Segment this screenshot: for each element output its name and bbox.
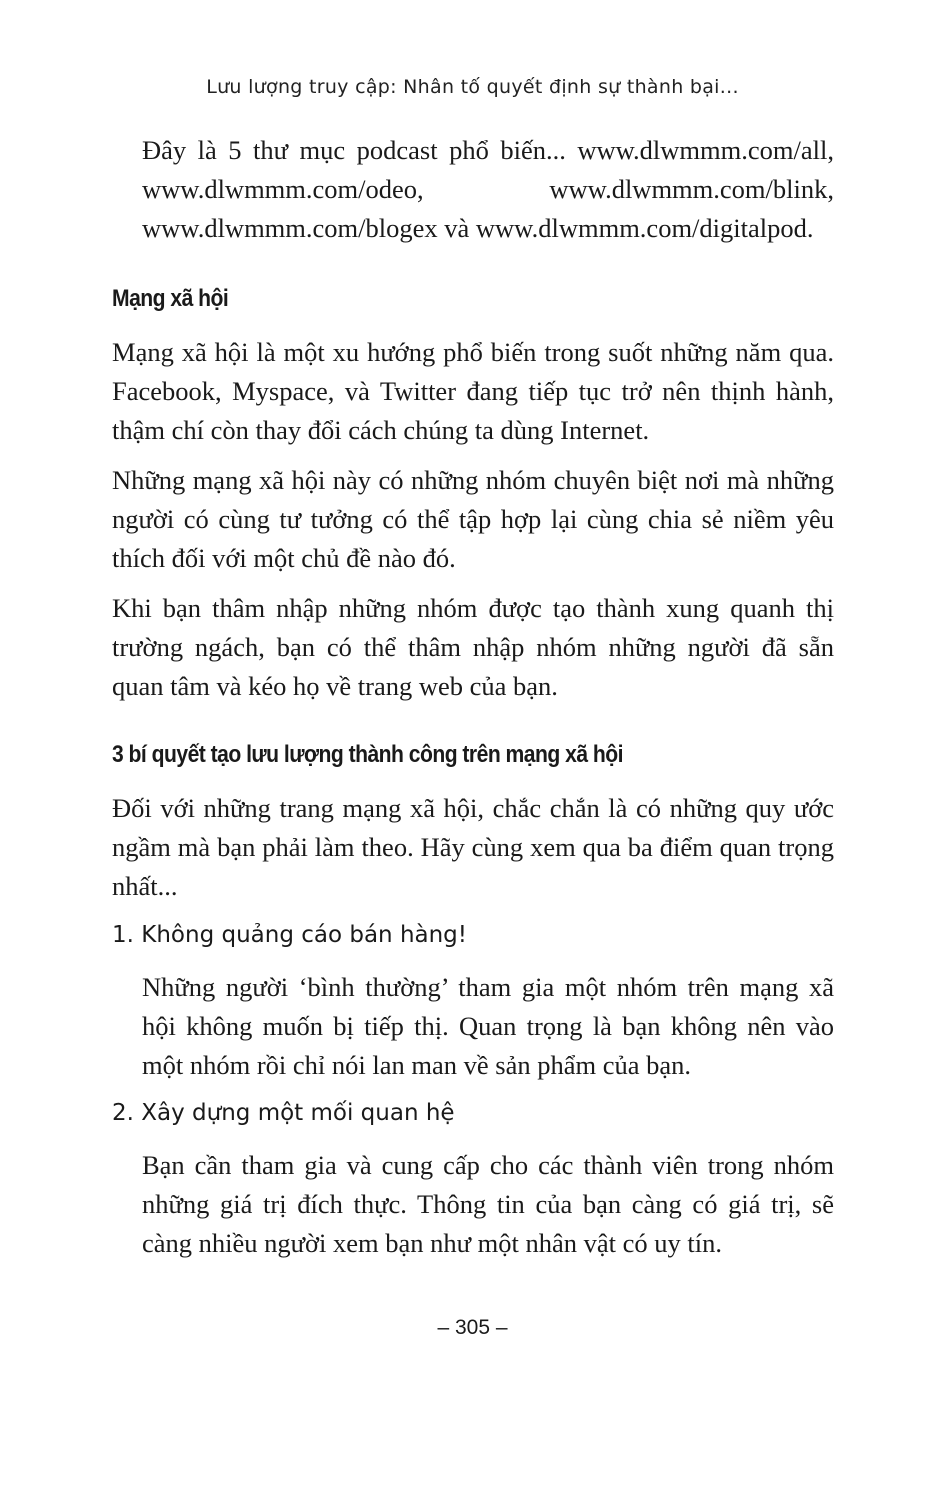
list-item-title-1: 1. Không quảng cáo bán hàng! [112, 922, 468, 948]
paragraph-social-3: Khi bạn thâm nhập những nhóm được tạo thành xung quanh thị trường ngách, bạn có thể thâm nhập nhóm những người đã sẵn quan tâm và kéo họ về trang web của bạn. [112, 593, 834, 701]
paragraph-tips-intro: Đối với những trang mạng xã hội, chắc chắn là có những quy ước ngầm mà bạn phải làm theo. Hãy cùng xem qua ba điểm quan trọng nhất... [112, 793, 834, 901]
section-heading-tips: 3 bí quyết tạo lưu lượng thành công trên mạng xã hội [112, 741, 623, 768]
list-item-text-2: Bạn cần tham gia và cung cấp cho các thành viên trong nhóm những giá trị đích thực. Thông tin của bạn càng có giá trị, sẽ càng nhiều người xem bạn như một nhân vật có uy tín. [142, 1150, 834, 1258]
list-item-title-2: 2. Xây dựng một mối quan hệ [112, 1100, 455, 1126]
list-item-text-1: Những người ‘bình thường’ tham gia một nhóm trên mạng xã hội không muốn bị tiếp thị. Quan trọng là bạn không nên vào một nhóm rồi chỉ nói lan man về sản phẩm của bạn. [142, 972, 834, 1080]
page-number: – 305 – [437, 1316, 508, 1339]
intro-paragraph: Đây là 5 thư mục podcast phổ biến... www.dlwmmm.com/all, www.dlwmmm.com/odeo, www.dlwmmm.com/blink, www.dlwmmm.com/blogex và www.dlwmmm.com/digitalpod. [142, 135, 834, 243]
paragraph-social-2: Những mạng xã hội này có những nhóm chuyên biệt nơi mà những người có cùng tư tưởng có thể tập hợp lại cùng chia sẻ niềm yêu thích đối với một chủ đề nào đó. [112, 465, 834, 573]
section-heading-social-networks: Mạng xã hội [112, 285, 229, 312]
running-head: Lưu lượng truy cập: Nhân tố quyết định sự thành bại... [206, 76, 739, 98]
paragraph-social-1: Mạng xã hội là một xu hướng phổ biến trong suốt những năm qua. Facebook, Myspace, và Twitter đang tiếp tục trở nên thịnh hành, thậm chí còn thay đổi cách chúng ta dùng Internet. [112, 337, 834, 445]
